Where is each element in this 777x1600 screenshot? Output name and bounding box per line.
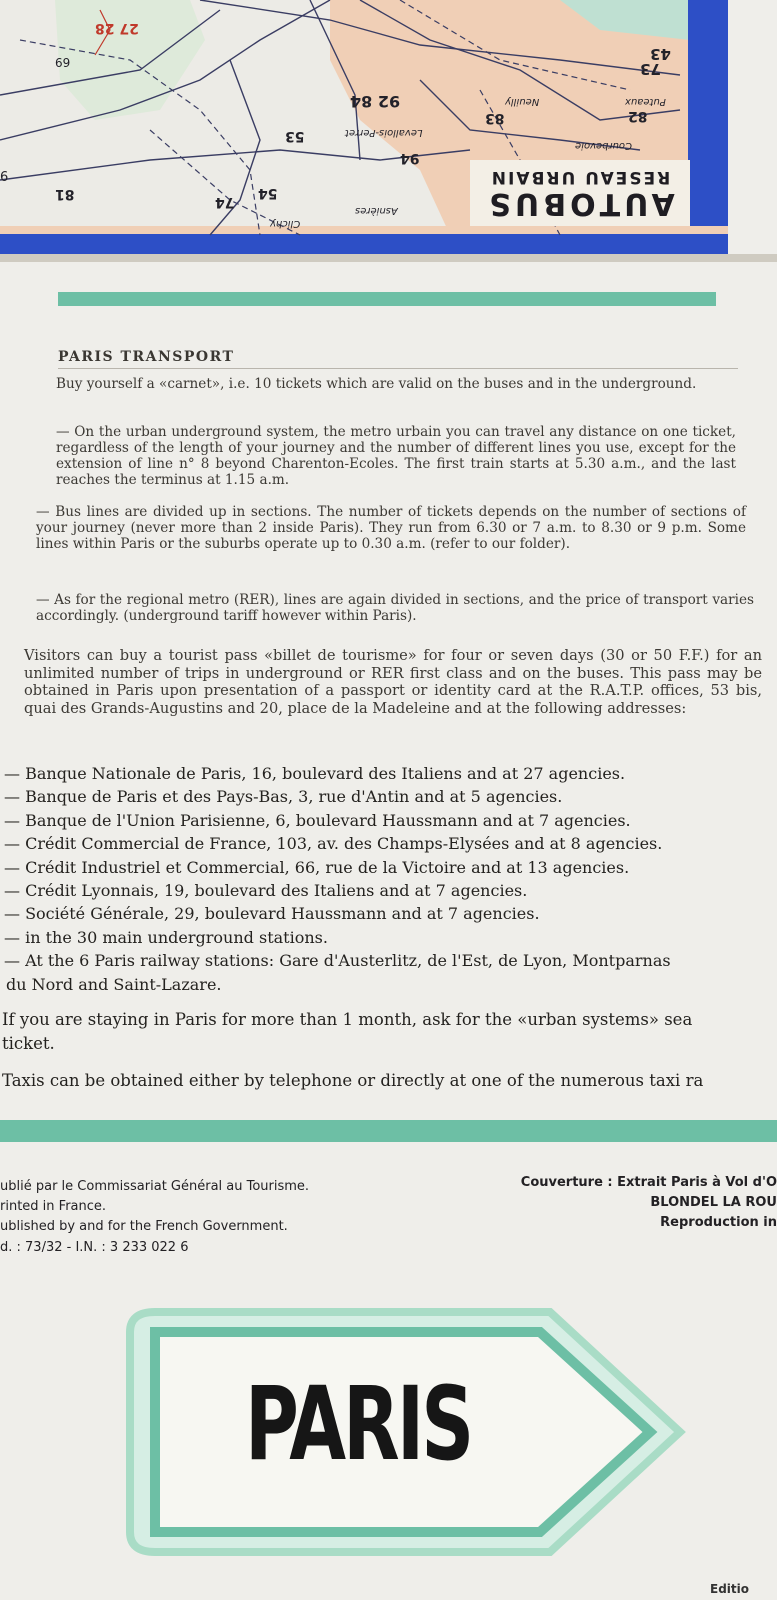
cover-credit: Couverture : Extrait Paris à Vol d'O — [520, 1175, 777, 1190]
map-place-label: Asnières — [355, 205, 398, 216]
reference-number: d. : 73/32 - I.N. : 3 233 022 6 — [0, 1240, 189, 1255]
printed-line: rinted in France. — [0, 1199, 107, 1214]
paragraph-carnet: Buy yourself a «carnet», i.e. 10 tickets which are valid on the buses and in the underground. — [56, 376, 697, 392]
section-heading: PARIS TRANSPORT — [58, 349, 738, 369]
address-list — [4, 762, 777, 996]
list-item: — Banque de l'Union Parisienne, 6, boulevard Haussmann and at 7 agencies. — [4, 810, 631, 830]
top-green-rule — [58, 292, 716, 306]
paragraph-long-stay: If you are staying in Paris for more than 1 month, ask for the «urban systems» sea — [2, 1010, 693, 1029]
list-item: — Banque Nationale de Paris, 16, boulevard des Italiens and at 27 agencies. — [4, 764, 626, 783]
bottom-green-rule — [0, 1120, 777, 1142]
list-item: — At the 6 Paris railway stations: Gare d'Austerlitz, de l'Est, de Lyon, Montparnas — [4, 951, 671, 971]
map-route-label: 92 84 — [350, 92, 401, 111]
map-route-label: 54 — [258, 185, 278, 201]
map-route-label: 53 — [285, 128, 305, 144]
map-place-label: Clichy — [270, 218, 301, 229]
government-line: ublished by and for the French Government. — [0, 1219, 288, 1234]
map-route-label: 81 — [55, 186, 75, 202]
list-item: — Crédit Lyonnais, 19, boulevard des Italiens and at 7 agencies. — [4, 881, 528, 901]
list-item: — in the 30 main underground stations. — [4, 927, 328, 947]
map-place-label: Courbevoie — [575, 140, 633, 151]
paragraph-metro: — On the urban underground system, the metro urbain you can travel any distance on one ticket, regardless of the length of your journey and the number of different lines you use, except for the extension of line n° 8 beyond Charenton-Ecoles. The first train starts at 5.30 a.m., and the last reaches the terminus at 1.15 a.m. — [56, 424, 736, 488]
map-route-label: 83 — [485, 110, 505, 126]
map-route-label: 74 — [215, 194, 235, 210]
bus-map-title — [470, 160, 690, 226]
map-place-label: Levallois-Perret — [345, 127, 423, 138]
paragraph-tourist-pass: Visitors can buy a tourist pass «billet de tourisme» for four or seven days (30 or 50 F.F.) for an unlimited number of trips in underground or RER first class and on the buses. This pass may be obtained in Paris upon presentation of a passport or identity card at the R.A.T.P. offices, 53 bis, quai des Grands-Augustins and 20, place de la Madeleine and at the following addresses: — [24, 647, 762, 717]
map-route-label: 69 — [55, 55, 71, 69]
paris-sign-text: PARIS — [245, 1365, 472, 1484]
bus-map-title-sub: RESEAU URBAIN — [489, 167, 671, 187]
map-place-label: Neuilly — [505, 96, 540, 107]
list-item: du Nord and Saint-Lazare. — [6, 974, 222, 994]
bus-map-title-main: AUTOBUS — [485, 186, 675, 221]
paragraph-long-stay-cont: ticket. — [2, 1034, 55, 1053]
map-route-label: 94 — [400, 150, 420, 166]
bus-map-excerpt — [0, 0, 777, 262]
paragraph-bus: — Bus lines are divided up in sections. The number of tickets depends on the number of sections of your journey (never more than 2 inside Paris). They run from 6.30 or 7 a.m. to 8.30 or 9 p.m. Some lines within Paris or the suburbs operate up to 0.30 a.m. (refer to our folder). — [36, 504, 746, 552]
map-route-label: 43 — [650, 45, 671, 63]
map-route-label: 6 — [0, 170, 9, 185]
list-item: — Crédit Commercial de France, 103, av. des Champs-Elysées and at 8 agencies. — [4, 834, 663, 854]
paragraph-rer: — As for the regional metro (RER), lines are again divided in sections, and the price of transport varies accordingly. (underground tariff however within Paris). — [36, 592, 754, 624]
map-route-label: 82 — [628, 108, 648, 124]
edition-label: Editio — [710, 1582, 749, 1596]
map-place-label: Puteaux — [625, 96, 666, 107]
paragraph-taxis: Taxis can be obtained either by telephone or directly at one of the numerous taxi ra — [2, 1071, 704, 1090]
list-item: — Banque de Paris et des Pays-Bas, 3, rue d'Antin and at 5 agencies. — [4, 787, 563, 807]
list-item: — Crédit Industriel et Commercial, 66, rue de la Victoire and at 13 agencies. — [4, 857, 630, 877]
map-route-label: 73 — [640, 60, 661, 78]
publisher-line: ublié par le Commissariat Général au Tourisme. — [0, 1179, 310, 1194]
reproduction-note: Reproduction in — [660, 1215, 777, 1230]
list-item: — Société Générale, 29, boulevard Haussmann and at 7 agencies. — [4, 904, 540, 924]
cover-credit-publisher: BLONDEL LA ROU — [650, 1195, 777, 1210]
map-route-label: 27 28 — [95, 20, 139, 36]
